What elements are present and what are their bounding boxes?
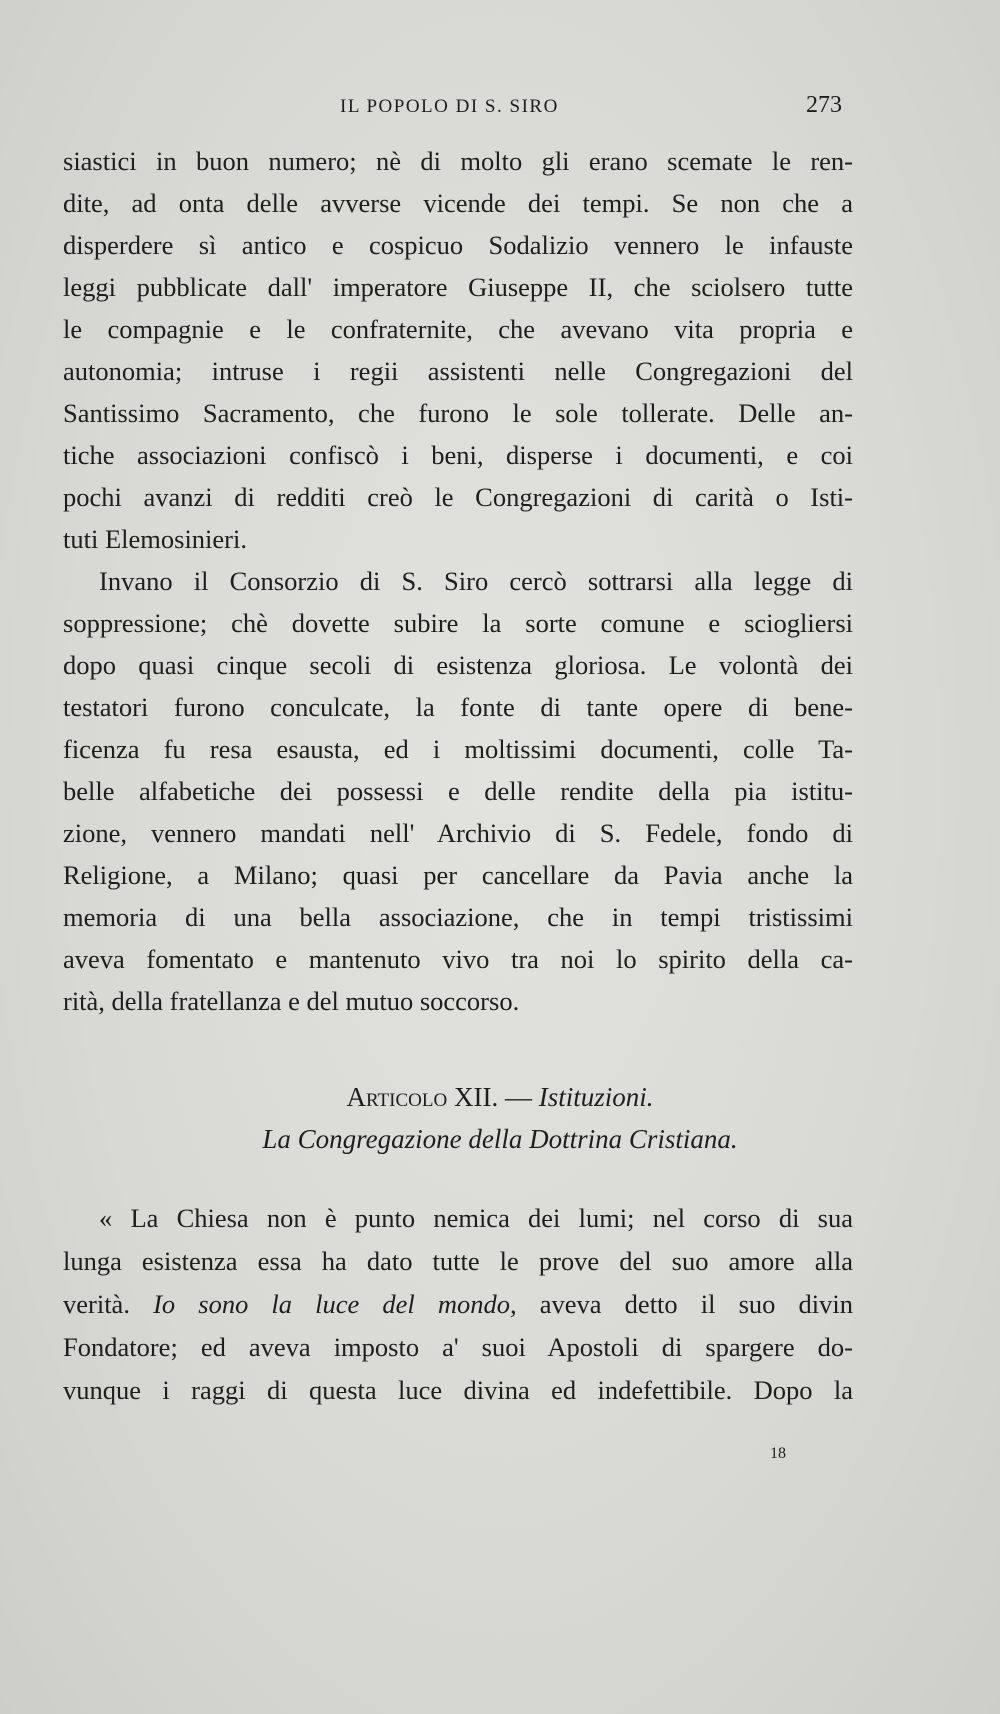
- italic-quote: Io sono la luce del mondo,: [153, 1289, 517, 1319]
- text-line: ficenza fu resa esausta, ed i moltissimi documenti, colle Ta-: [63, 734, 853, 764]
- article-label: Articolo XII.: [346, 1082, 499, 1112]
- text-line: Invano il Consorzio di S. Siro cercò sottrarsi alla legge di: [99, 566, 853, 596]
- running-title: IL POPOLO DI S. SIRO: [340, 96, 559, 117]
- text-line: aveva fomentato e mantenuto vivo tra noi lo spirito della ca-: [63, 944, 853, 974]
- text-line: dopo quasi cinque secoli di esistenza gloriosa. Le volontà dei: [63, 650, 853, 680]
- text-line: le compagnie e le confraternite, che avevano vita propria e: [63, 314, 853, 344]
- text-line: tiche associazioni confiscò i beni, disperse i documenti, e coi: [63, 440, 853, 470]
- text-line: Santissimo Sacramento, che furono le sole tollerate. Delle an-: [63, 398, 853, 428]
- text-line: pochi avanzi di redditi creò le Congregazioni di carità o Isti-: [63, 482, 853, 512]
- signature-mark: 18: [770, 1445, 786, 1462]
- title-dash: —: [504, 1082, 532, 1112]
- text-line: autonomia; intruse i regii assistenti nelle Congregazioni del: [63, 356, 853, 386]
- text-line: rità, della fratellanza e del mutuo soccorso.: [63, 986, 520, 1016]
- text-line: zione, vennero mandati nell' Archivio di S. Fedele, fondo di: [63, 818, 853, 848]
- section-heading: [0, 1075, 1000, 1159]
- text-line: vunque i raggi di questa luce divina ed indefettibile. Dopo la: [63, 1375, 853, 1405]
- article-subtitle: La Congregazione della Dottrina Cristiana.: [262, 1124, 738, 1154]
- page-number: 273: [806, 92, 842, 118]
- text-line: belle alfabetiche dei possessi e delle rendite della pia istitu-: [63, 776, 853, 806]
- text-line: leggi pubblicate dall' imperatore Giuseppe II, che sciolsero tutte: [63, 272, 853, 302]
- text-line: Religione, a Milano; quasi per cancellare da Pavia anche la: [63, 860, 853, 890]
- text-line: soppressione; chè dovette subire la sorte comune e sciogliersi: [63, 608, 853, 638]
- text-line: siastici in buon numero; nè di molto gli erano scemate le ren-: [63, 146, 853, 176]
- text-line: dite, ad onta delle avverse vicende dei tempi. Se non che a: [63, 188, 853, 218]
- quotation-paragraph: [63, 1197, 853, 1412]
- running-head: [0, 92, 1000, 122]
- text-line-mixed: [63, 1283, 853, 1326]
- text-segment: verità.: [63, 1289, 130, 1319]
- article-title: [0, 1075, 1000, 1119]
- text-line: memoria di una bella associazione, che in tempi tristissimi: [63, 902, 853, 932]
- text-line: lunga esistenza essa ha dato tutte le prove del suo amore alla: [63, 1246, 853, 1276]
- text-line: disperdere sì antico e cospicuo Sodalizio vennero le infauste: [63, 230, 853, 260]
- text-line: « La Chiesa non è punto nemica dei lumi; nel corso di sua: [99, 1203, 853, 1233]
- text-line: tuti Elemosinieri.: [63, 524, 247, 554]
- article-topic: Istituzioni.: [538, 1082, 654, 1112]
- body-text: [63, 140, 853, 1022]
- text-line: testatori furono conculcate, la fonte di tante opere di bene-: [63, 692, 853, 722]
- text-line: Fondatore; ed aveva imposto a' suoi Apostoli di spargere do-: [63, 1332, 853, 1362]
- text-segment: aveva detto il suo divin: [539, 1289, 854, 1319]
